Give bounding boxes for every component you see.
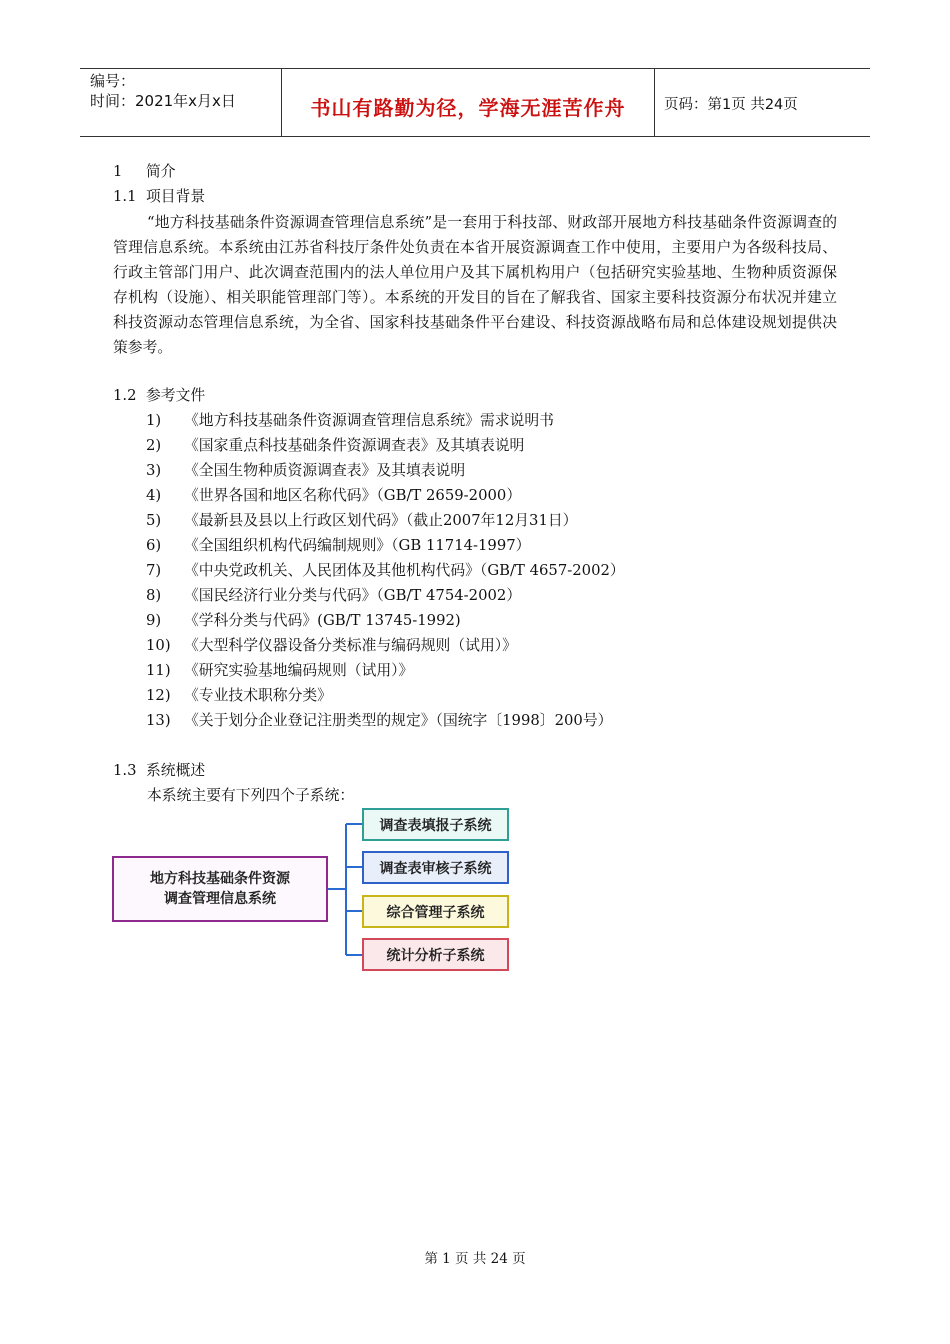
list-item: 4) 《世界各国和地区名称代码》（GB/T 2659-2000） xyxy=(146,487,522,504)
subsystem-fill-in-node: 调查表填报子系统 xyxy=(362,808,509,841)
list-item: 3) 《全国生物种质资源调查表》及其填表说明 xyxy=(146,462,466,479)
section-title: 参考文件 xyxy=(146,387,206,404)
system-structure-diagram xyxy=(110,805,520,980)
section-title: 系统概述 xyxy=(146,762,206,779)
system-overview-intro: 本系统主要有下列四个子系统： xyxy=(147,787,355,804)
time-label: 时间：2021年x月x日 xyxy=(90,92,236,110)
header-divider-right xyxy=(654,68,655,136)
header-top-border xyxy=(80,68,870,69)
section-number: 1.2 xyxy=(113,387,137,404)
root-line-2: 调查管理信息系统 xyxy=(164,891,276,907)
header-motto: 书山有路勤为径，学海无涯苦作舟 xyxy=(310,96,626,120)
section-number: 1.3 xyxy=(113,762,137,779)
subsystem-statistics-node: 统计分析子系统 xyxy=(362,938,509,971)
serial-label: 编号： xyxy=(90,72,136,90)
list-item: 2) 《国家重点科技基础条件资源调查表》及其填表说明 xyxy=(146,437,525,454)
paragraph-text: “地方科技基础条件资源调查管理信息系统”是一套用于科技部、财政部开展地方科技基础条件资源调查的管理信息系统。本系统由江苏省科技厅条件处负责在本省开展资源调查工作中使用，主要用户为各级科技局、行政主管部门用户、此次调查范围内的法人单位用户及其下属机构用户（包括研究实验基地、生物种质资源保存机构（设施）、相关职能管理部门等）。本系统的开发目的旨在了解我省、国家主要科技资源分布状况并建立科技资源动态管理信息系统，为全省、国家科技基础条件平台建设、科技资源战略布局和总体建设规划提供决策参考。 xyxy=(113,214,837,356)
page-footer: 第 1 页 共 24 页 xyxy=(424,1251,526,1267)
section-number: 1.1 xyxy=(113,188,137,205)
list-item: 7) 《中央党政机关、人民团体及其他机构代码》（GB/T 4657-2002） xyxy=(146,562,625,579)
list-item: 9) 《学科分类与代码》(GB/T 13745-1992) xyxy=(146,612,461,629)
list-item: 6) 《全国组织机构代码编制规则》（GB 11714-1997） xyxy=(146,537,531,554)
header-meta xyxy=(90,71,236,111)
section-title: 项目背景 xyxy=(146,188,206,205)
list-item: 5) 《最新县及县以上行政区划代码》（截止2007年12月31日） xyxy=(146,512,578,529)
header-page-info: 页码：第1页 共24页 xyxy=(664,97,798,113)
list-item: 1) 《地方科技基础条件资源调查管理信息系统》需求说明书 xyxy=(146,412,554,429)
section-1-3-heading xyxy=(113,761,205,781)
section-number: 1 xyxy=(113,163,123,180)
list-item: 10) 《大型科学仪器设备分类标准与编码规则（试用）》 xyxy=(146,637,517,654)
section-1-heading xyxy=(113,162,176,182)
header-bottom-border xyxy=(80,136,870,137)
subsystem-review-node: 调查表审核子系统 xyxy=(362,851,509,884)
list-item: 12) 《专业技术职称分类》 xyxy=(146,687,332,704)
section-title: 简介 xyxy=(146,163,176,180)
project-background-paragraph xyxy=(113,210,837,360)
section-1-2-heading xyxy=(113,386,205,406)
section-1-1-heading xyxy=(113,187,205,207)
root-system-node xyxy=(112,856,328,922)
list-item: 13) 《关于划分企业登记注册类型的规定》（国统字〔1998〕200号） xyxy=(146,712,613,729)
subsystem-management-node: 综合管理子系统 xyxy=(362,895,509,928)
list-item: 11) 《研究实验基地编码规则（试用）》 xyxy=(146,662,414,679)
root-line-1: 地方科技基础条件资源 xyxy=(150,871,290,887)
list-item: 8) 《国民经济行业分类与代码》（GB/T 4754-2002） xyxy=(146,587,522,604)
